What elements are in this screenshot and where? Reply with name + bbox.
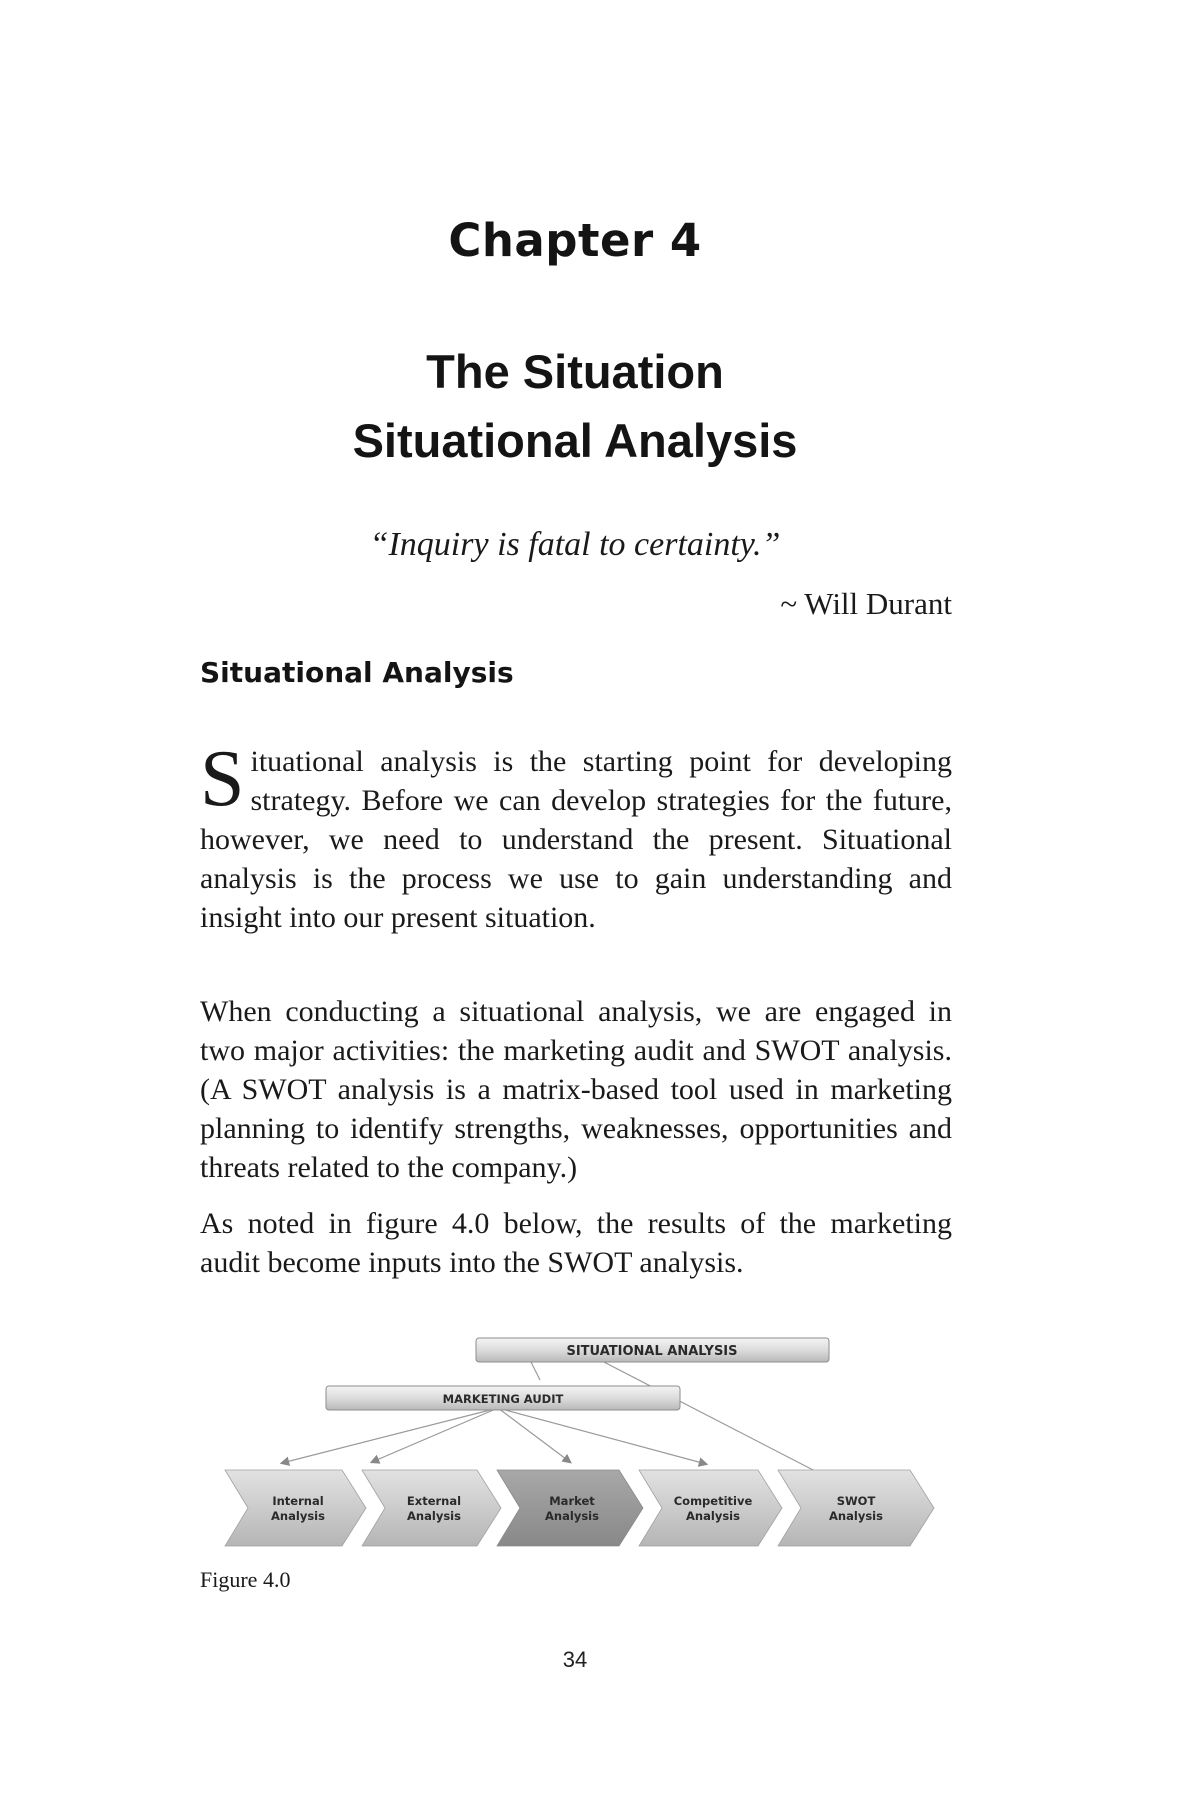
epigraph-attribution: ~ Will Durant	[780, 586, 952, 621]
chapter-title-line1: The Situation	[426, 345, 724, 398]
chevron-competitive-line2: Analysis	[686, 1509, 740, 1523]
chevron-external-analysis	[362, 1470, 501, 1546]
chevron-internal-line1: Internal	[272, 1494, 324, 1508]
paragraph-2: When conducting a situational analysis, we are engaged in two major activities: the marketing audit and SWOT analysis. (A SWOT analysis is a matrix-based tool used in marketing planning to identify strengths, weaknesses, opportunities and threats related to the company.)	[200, 995, 952, 1184]
chevron-competitive-analysis	[639, 1470, 782, 1546]
chevron-swot-line2: Analysis	[829, 1509, 883, 1523]
page-number: 34	[562, 1647, 588, 1672]
chapter-label: Chapter 4	[448, 214, 702, 267]
chevron-market-line1: Market	[549, 1494, 595, 1508]
marketing-audit-label: MARKETING AUDIT	[442, 1392, 564, 1406]
connector-lines	[282, 1360, 848, 1488]
chevron-external-line2: Analysis	[407, 1509, 461, 1523]
chevron-swot-line1: SWOT	[836, 1494, 876, 1508]
figure-caption: Figure 4.0	[200, 1567, 291, 1592]
situational-analysis-diagram	[220, 1330, 940, 1560]
connector-audit-to-market	[498, 1408, 570, 1462]
drop-cap: S	[200, 735, 245, 823]
chevron-competitive-line1: Competitive	[673, 1494, 753, 1508]
chevron-swot-analysis	[778, 1470, 934, 1546]
chevron-external-line1: External	[406, 1494, 462, 1508]
chevron-internal-analysis	[225, 1470, 366, 1546]
paragraph-3: As noted in figure 4.0 below, the results of the marketing audit become inputs into the SWOT analysis.	[200, 1207, 952, 1279]
paragraph-1	[200, 735, 952, 937]
connector-top-to-audit	[530, 1360, 540, 1380]
situational-analysis-box	[476, 1338, 829, 1362]
section-heading: Situational Analysis	[200, 656, 514, 689]
marketing-audit-box	[326, 1386, 680, 1410]
chevron-market-analysis	[497, 1470, 643, 1546]
connector-top-to-swot	[600, 1360, 848, 1488]
situational-analysis-label: SITUATIONAL ANALYSIS	[566, 1344, 738, 1359]
chevron-internal-line2: Analysis	[271, 1509, 325, 1523]
chevron-market-line2: Analysis	[545, 1509, 599, 1523]
paragraph-1-text: ituational analysis is the starting point for developing strategy. Before we can develop strategies for the future, however, we need to understand the present. Situational analysis is the process we use to gain understanding and insight into our present situation.	[200, 745, 952, 934]
epigraph-quote: “Inquiry is fatal to certainty.”	[369, 526, 781, 563]
connector-audit-to-competitive	[498, 1408, 706, 1464]
chapter-title-line2: Situational Analysis	[352, 414, 798, 467]
